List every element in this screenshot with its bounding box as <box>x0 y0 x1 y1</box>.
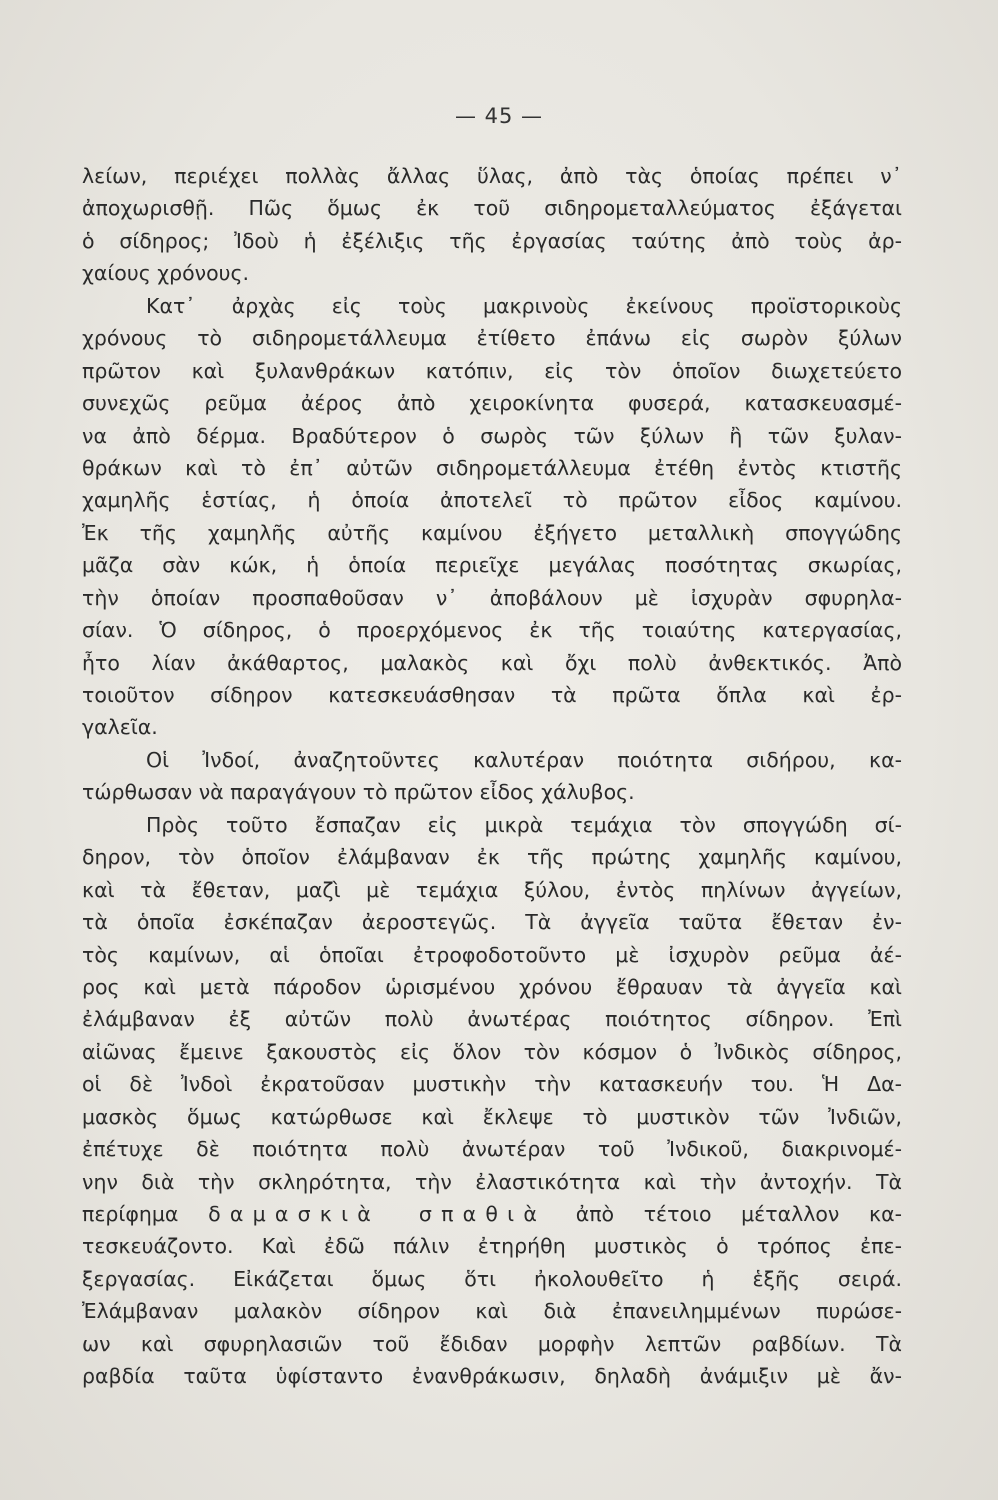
text-line: χρόνους τὸ σιδηρομετάλλευμα ἐτίθετο ἐπάνω εἰς σωρὸν ξύλων <box>82 326 902 351</box>
text-line: Ἐκ τῆς χαμηλῆς αὐτῆς καμίνου ἐξήγετο μεταλλικὴ σπογγώδης <box>82 520 902 545</box>
text-line-with-spaced-term <box>82 1198 902 1230</box>
text-line: θράκων καὶ τὸ ἐπ᾽ αὐτῶν σιδηρομετάλλευμα ἐτέθη ἐντὸς κτιστῆς <box>82 455 902 480</box>
text-line: ἦτο λίαν ἀκάθαρτος, μαλακὸς καὶ ὄχι πολὺ ἀνθεκτικός. Ἀπὸ <box>82 650 902 675</box>
text-line: τὴν ὁποίαν προσπαθοῦσαν ν᾽ ἀποβάλουν μὲ ἰσχυρὰν σφυρηλα- <box>82 585 902 610</box>
text-line: Ἐλάμβαναν μαλακὸν σίδηρον καὶ διὰ ἐπανειλημμένων πυρώσε- <box>82 1299 902 1324</box>
text-segment: περίφημα <box>82 1202 209 1226</box>
paragraph-start-line: Πρὸς τοῦτο ἔσπαζαν εἰς μικρὰ τεμάχια τὸν σπογγώδη σί- <box>146 812 902 837</box>
page-number: — 45 — <box>454 104 544 128</box>
text-line: ἀποχωρισθῇ. Πῶς ὅμως ἐκ τοῦ σιδηρομεταλλεύματος ἐξάγεται <box>82 196 902 221</box>
text-line: να ἀπὸ δέρμα. Βραδύτερον ὁ σωρὸς τῶν ξύλων ἢ τῶν ξυλαν- <box>82 423 902 448</box>
text-line: πρῶτον καὶ ξυλανθράκων κατόπιν, εἰς τὸν ὁποῖον διωχετεύετο <box>82 358 902 383</box>
text-line: σίαν. Ὁ σίδηρος, ὁ προερχόμενος ἐκ τῆς τοιαύτης κατεργασίας, <box>82 618 902 643</box>
text-line: τεσκευάζοντο. Καὶ ἐδῶ πάλιν ἐτηρήθη μυστικὸς ὁ τρόπος ἐπε- <box>82 1234 902 1259</box>
text-line: συνεχῶς ρεῦμα ἀέρος ἀπὸ χειροκίνητα φυσερά, κατασκευασμέ- <box>82 391 902 416</box>
text-line: μασκὸς ὅμως κατώρθωσε καὶ ἔκλεψε τὸ μυστικὸν τῶν Ἰνδιῶν, <box>82 1104 902 1129</box>
text-line: γαλεῖα. <box>82 715 158 740</box>
text-line: χαίους χρόνους. <box>82 261 250 286</box>
text-line: δηρον, τὸν ὁποῖον ἐλάμβαναν ἐκ τῆς πρώτης χαμηλῆς καμίνου, <box>82 845 902 870</box>
spaced-emphasis-term: δαμασκιὰ σπαθιὰ <box>208 1202 547 1226</box>
text-line: ων καὶ σφυρηλασιῶν τοῦ ἔδιδαν μορφὴν λεπτῶν ραβδίων. Τὰ <box>82 1331 902 1356</box>
text-line: μᾶζα σὰν κώκ, ἡ ὁποία περιεῖχε μεγάλας ποσότητας σκωρίας, <box>82 553 902 578</box>
text-segment: ἀπὸ τέτοιο μέταλλον κα- <box>546 1202 902 1226</box>
text-line: χαμηλῆς ἑστίας, ἡ ὁποία ἀποτελεῖ τὸ πρῶτον εἶδος καμίνου. <box>82 488 902 513</box>
text-line: τὰ ὁποῖα ἐσκέπαζαν ἀεροστεγῶς. Τὰ ἀγγεῖα ταῦτα ἔθεταν ἐν- <box>82 910 902 935</box>
text-line: ἐλάμβαναν ἐξ αὐτῶν πολὺ ἀνωτέρας ποιότητος σίδηρον. Ἐπὶ <box>82 1007 902 1032</box>
text-line: νην διὰ τὴν σκληρότητα, τὴν ἐλαστικότητα καὶ τὴν ἀντοχήν. Τὰ <box>82 1169 902 1194</box>
paragraph-start-line: Κατ᾽ ἀρχὰς εἰς τοὺς μακρινοὺς ἐκείνους προϊστορικοὺς <box>146 293 902 318</box>
text-line: λείων, περιέχει πολλὰς ἄλλας ὕλας, ἀπὸ τὰς ὁποίας πρέπει ν᾽ <box>82 164 902 188</box>
text-line: ραβδία ταῦτα ὑφίσταντο ἐνανθράκωσιν, δηλαδὴ ἀνάμιξιν μὲ ἄν- <box>82 1364 902 1389</box>
text-line: τώρθωσαν νὰ παραγάγουν τὸ πρῶτον εἶδος χάλυβος. <box>82 780 635 805</box>
text-line: ξεργασίας. Εἰκάζεται ὅμως ὅτι ἠκολουθεῖτο ἡ ἑξῆς σειρά. <box>82 1266 902 1291</box>
text-line: τὸς καμίνων, αἱ ὁποῖαι ἐτροφοδοτοῦντο μὲ ἰσχυρὸν ρεῦμα ἀέ- <box>82 942 902 967</box>
text-line: αἰῶνας ἔμεινε ξακουστὸς εἰς ὅλον τὸν κόσμον ὁ Ἰνδικὸς σίδηρος, <box>82 1039 902 1064</box>
paragraph-start-line: Οἱ Ἰνδοί, ἀναζητοῦντες καλυτέραν ποιότητα σιδήρου, κα- <box>146 747 902 772</box>
body-text <box>82 160 902 1393</box>
text-line: καὶ τὰ ἔθεταν, μαζὶ μὲ τεμάχια ξύλου, ἐντὸς πηλίνων ἀγγείων, <box>82 877 902 902</box>
text-line: οἱ δὲ Ἰνδοὶ ἐκρατοῦσαν μυστικὴν τὴν κατασκευήν του. Ἡ Δα- <box>82 1072 902 1097</box>
text-line: ρος καὶ μετὰ πάροδον ὡρισμένου χρόνου ἔθραυαν τὰ ἀγγεῖα καὶ <box>82 974 902 999</box>
text-line: τοιοῦτον σίδηρον κατεσκευάσθησαν τὰ πρῶτα ὅπλα καὶ ἐρ- <box>82 683 902 707</box>
text-line: ἐπέτυχε δὲ ποιότητα πολὺ ἀνωτέραν τοῦ Ἰνδικοῦ, διακρινομέ- <box>82 1137 902 1162</box>
text-line: ὁ σίδηρος; Ἰδοὺ ἡ ἐξέλιξις τῆς ἐργασίας ταύτης ἀπὸ τοὺς ἀρ- <box>82 228 902 253</box>
